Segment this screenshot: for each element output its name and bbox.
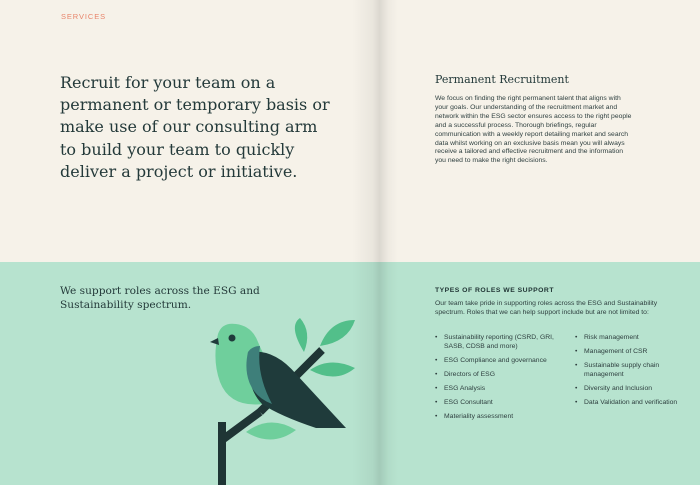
roles-list-left [435, 334, 565, 427]
leaf-shape [295, 318, 307, 352]
leaf-shape [310, 362, 355, 376]
intro-headline: Recruit for your team on a permanent or temporary basis or make use of our consulting arm to build your team to quickly deliver a project or initiative. [60, 73, 330, 181]
list-item: • Risk management [575, 334, 693, 343]
roles-intro: Our team take pride in supporting roles across the ESG and Sustainability spectrum. Roles that we can help support include but are not limited to: [435, 300, 658, 316]
roles-list-right [575, 334, 693, 413]
bird-on-branch-illustration [200, 312, 360, 485]
roles-heading: TYPES OF ROLES WE SUPPORT [435, 287, 554, 294]
section-label: SERVICES [61, 12, 106, 21]
list-item: • Sustainability reporting (CSRD, GRI, SASB, CDSB and more) [435, 334, 565, 351]
support-title: We support roles across the ESG and Sustainability spectrum. [60, 285, 260, 311]
bird-eye-shape [229, 335, 236, 342]
page-spine-shadow [352, 0, 398, 485]
list-item: • ESG Consultant [435, 399, 565, 408]
leaf-shape [320, 320, 355, 346]
permanent-recruitment-body: We focus on finding the right permanent talent that aligns with your goals. Our understanding of the recruitment market and network within the ESG sector ensures access to the right people and a successful process. Thorough briefings, regular communication with a weekly report detailing market and search data whilst working on an exclusive basis mean you will always receive a tailored and effective recruitment and the information you need to make the right decisions. [435, 95, 632, 165]
permanent-recruitment-title: Permanent Recruitment [435, 73, 569, 86]
list-item: • Management of CSR [575, 348, 693, 357]
list-item: • ESG Analysis [435, 385, 565, 394]
bird-beak-shape [210, 338, 219, 345]
list-item: • Directors of ESG [435, 371, 565, 380]
list-item: • Data Validation and verification [575, 399, 693, 408]
list-item: • Sustainable supply chain management [575, 362, 693, 379]
list-item: • ESG Compliance and governance [435, 357, 565, 366]
list-item: • Materiality assessment [435, 413, 565, 422]
list-item: • Diversity and Inclusion [575, 385, 693, 394]
leaf-shape [246, 422, 296, 439]
